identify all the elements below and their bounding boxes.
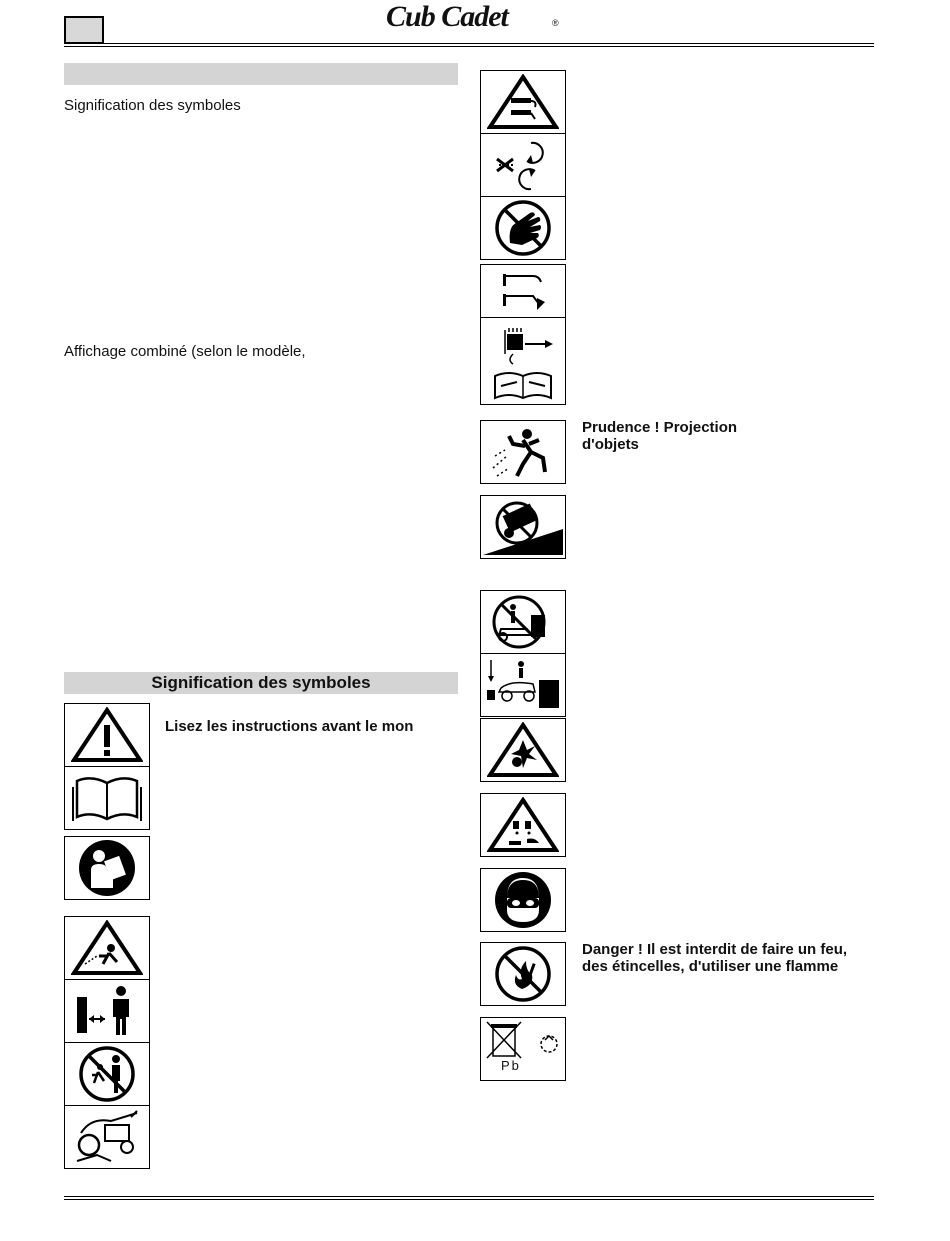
slope-tipping-icon (481, 496, 565, 558)
brand-name: Cub Cadet (386, 0, 508, 33)
symbol-group-corrosive (480, 793, 566, 857)
fire-warning-line1: Danger ! Il est interdit de faire un feu, (582, 941, 848, 958)
symbol-group-blades (480, 70, 566, 260)
explosive-hazard-icon (481, 719, 565, 781)
page-number-box (64, 16, 104, 44)
slope-safety-icon (481, 654, 565, 716)
projection-warning-icon (65, 917, 149, 980)
symbol-group-recycling (480, 1017, 566, 1081)
symbol-group-explosive (480, 718, 566, 782)
read-instructions-text: Lisez les instructions avant le mon (165, 718, 414, 735)
read-manual-icon (65, 767, 149, 829)
symbol-group-passengers (480, 590, 566, 717)
combined-display-label: Affichage combiné (selon le modèle, (64, 343, 306, 360)
maintenance-manual-icon (481, 318, 565, 404)
header-rule-top (64, 43, 874, 44)
symbol-group-safety (64, 916, 150, 1169)
symbol-group-slope (480, 495, 566, 559)
footer-rule-bottom (64, 1199, 874, 1200)
section-bar-blank (64, 63, 458, 85)
keep-distance-icon (65, 980, 149, 1043)
rollover-hazard-icon (65, 1106, 149, 1168)
registered-mark: ® (552, 18, 559, 28)
battery-lead-label: Pb (501, 1058, 521, 1073)
no-passengers-icon (481, 591, 565, 654)
brand-logo (380, 0, 580, 38)
corrosive-hazard-icon (481, 794, 565, 856)
flying-objects-icon (481, 421, 565, 483)
symbol-group-no-fire (480, 942, 566, 1006)
no-children-icon (65, 1043, 149, 1106)
warning-triangle-icon (65, 704, 149, 767)
recycle-battery-icon (481, 1018, 565, 1080)
person-reading-icon (65, 837, 149, 899)
crush-warning-icon (481, 71, 565, 134)
rotating-blade-icon (481, 134, 565, 197)
symbol-group-consult-manual (64, 836, 150, 900)
footer-rule-top (64, 1196, 874, 1197)
projection-warning-line1: Prudence ! Projection (582, 419, 738, 436)
no-hands-icon (481, 197, 565, 259)
symbol-group-eye-protection (480, 868, 566, 932)
no-fire-icon (481, 943, 565, 1005)
lever-positions-icon (481, 265, 565, 318)
fire-warning-line2: des étincelles, d'utiliser une flamme (582, 958, 839, 975)
section-heading: Signification des symboles (64, 672, 458, 694)
symbol-group-projection (480, 420, 566, 484)
eye-protection-icon (481, 869, 565, 931)
intro-label: Signification des symboles (64, 97, 241, 114)
projection-warning-line2: d'objets (582, 436, 639, 453)
header-rule-bottom (64, 46, 874, 47)
symbol-group-maintenance (480, 264, 566, 405)
symbol-group-read-instructions (64, 703, 150, 830)
